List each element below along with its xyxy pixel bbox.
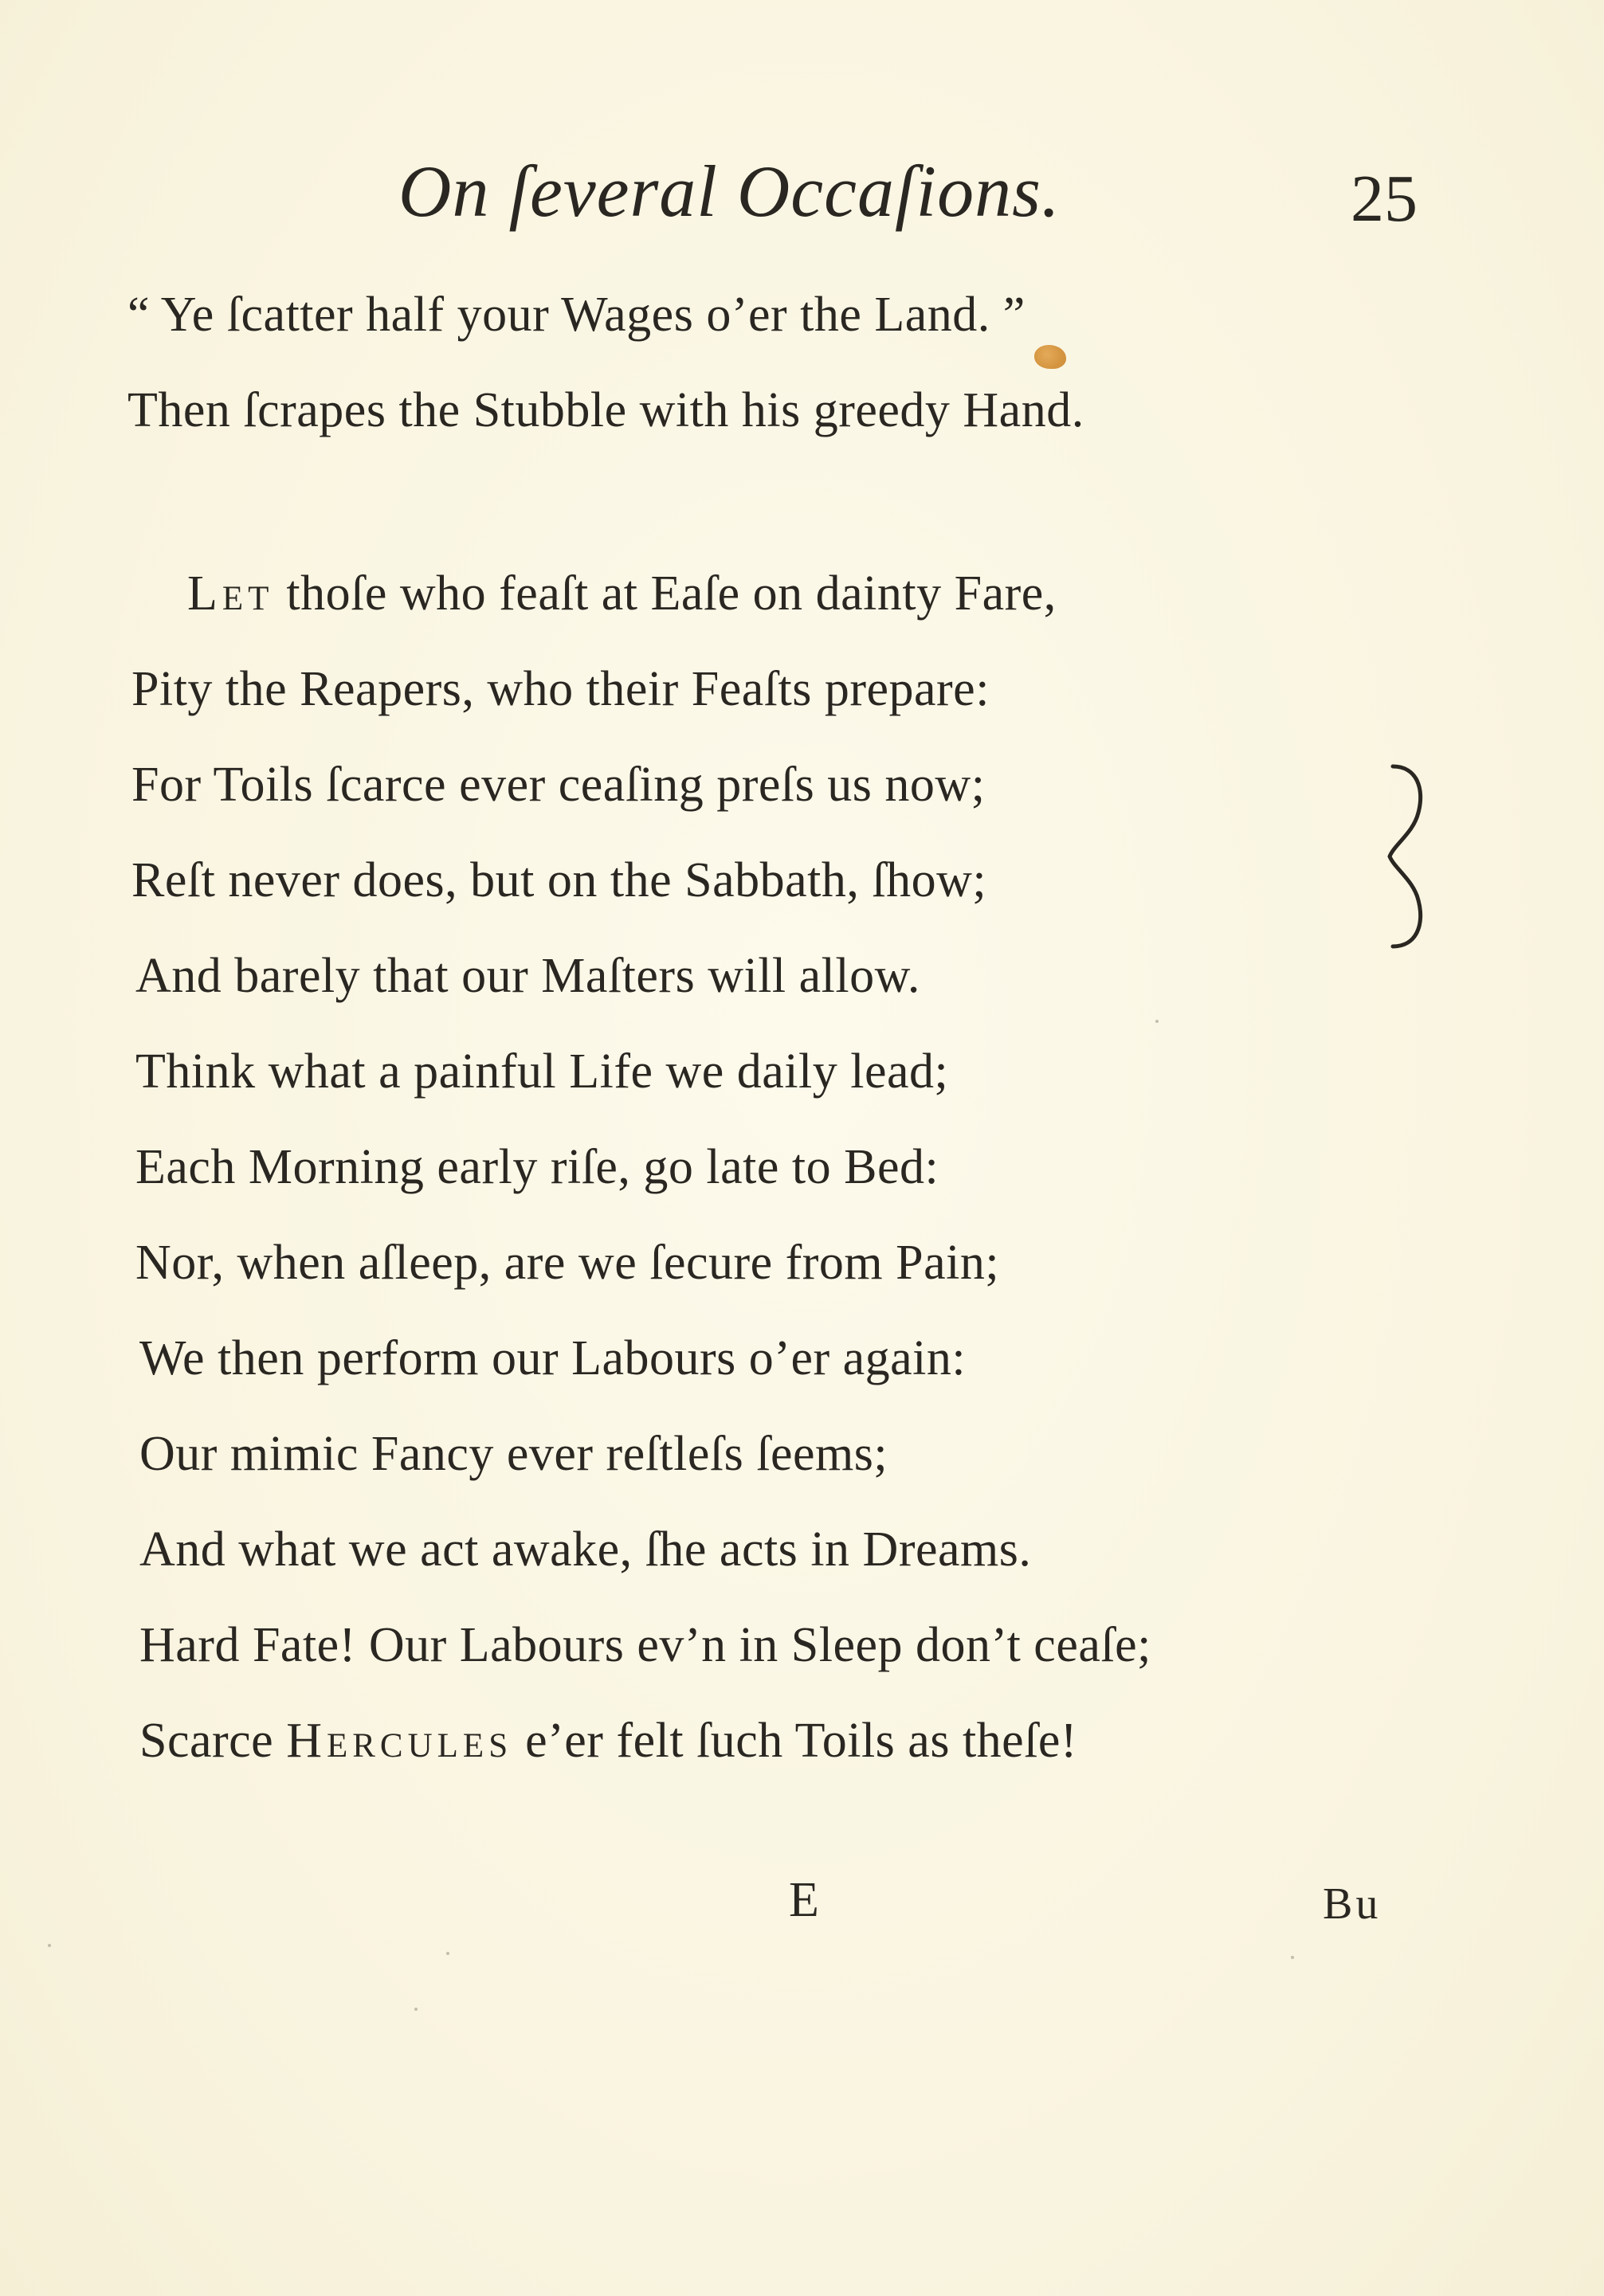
- last-line-before: Scarce: [139, 1714, 287, 1768]
- paper-speck: [1155, 1020, 1159, 1023]
- verse-line: Each Morning early riſe, go late to Bed:: [135, 1140, 939, 1194]
- paper-speck: [414, 2008, 418, 2011]
- verse-line-first: [187, 562, 1057, 625]
- last-line-after: e’er felt ſuch Toils as theſe!: [512, 1714, 1078, 1768]
- verse-line: Hard Fate! Our Labours ev’n in Sleep don’t ceaſe;: [139, 1618, 1151, 1672]
- first-line-rest: thoſe who feaſt at Eaſe on dainty Fare,: [273, 566, 1057, 621]
- verse-line-last: [139, 1709, 1077, 1773]
- catchword: Bu: [1323, 1879, 1382, 1929]
- page-number: 25: [1351, 162, 1418, 236]
- verse-line: For Toils ſcarce ever ceaſing preſs us now;: [131, 758, 986, 812]
- verse-line: “ Ye ſcatter half your Wages o’er the Land. ”: [127, 288, 1026, 342]
- signature-mark: E: [789, 1873, 819, 1927]
- paper-speck: [1291, 1956, 1294, 1959]
- verse-line: Pity the Reapers, who their Feaſts prepare:: [131, 662, 990, 716]
- running-title: On ſeveral Occaſions.: [398, 151, 1061, 232]
- verse-line: We then perform our Labours o’er again:: [139, 1331, 967, 1385]
- initial-word: Let: [187, 566, 274, 621]
- verse-line: Then ſcrapes the Stubble with his greedy Hand.: [127, 383, 1084, 437]
- verse-line: Think what a painful Life we daily lead;: [135, 1044, 949, 1099]
- foxing-stain: [1034, 345, 1066, 369]
- verse-line: Nor, when aſleep, are we ſecure from Pain;: [135, 1236, 1000, 1290]
- verse-line: Reſt never does, but on the Sabbath, ſhow;: [131, 853, 987, 907]
- running-head: [0, 143, 1604, 239]
- verse-line: And barely that our Maſters will allow.: [135, 949, 920, 1003]
- paper-speck: [48, 1944, 51, 1947]
- hercules-name: Hercules: [286, 1714, 513, 1768]
- verse-line: And what we act awake, ſhe acts in Dreams.: [139, 1522, 1032, 1577]
- triplet-brace: [1378, 757, 1434, 956]
- paper-speck: [446, 1952, 449, 1955]
- verse-line: Our mimic Fancy ever reſtleſs ſeems;: [139, 1427, 888, 1481]
